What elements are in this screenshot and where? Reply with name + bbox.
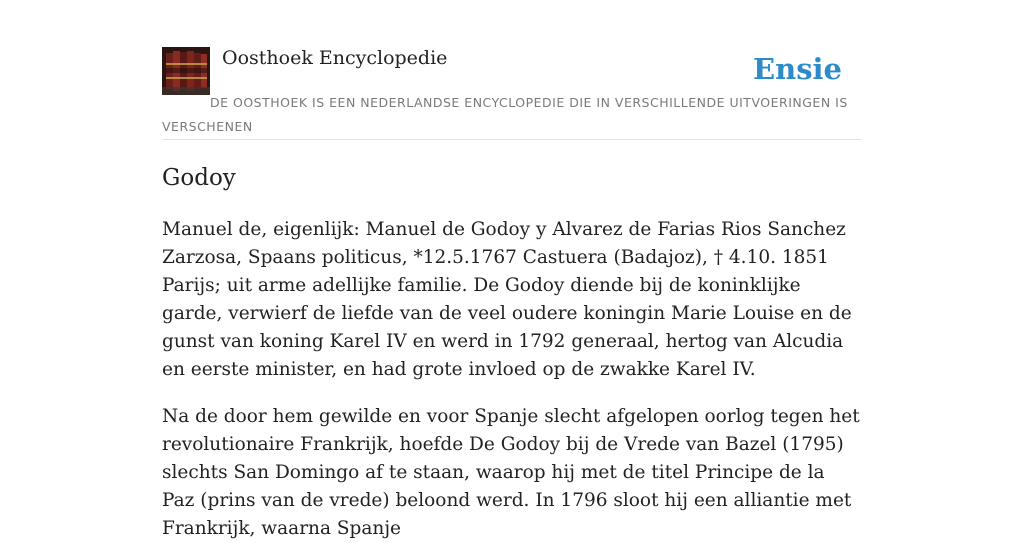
brand-logo[interactable]: Ensie [753,52,842,86]
article-paragraph: Na de door hem gewilde en voor Spanje slecht afgelopen oorlog tegen het revolutionaire Frankrijk, hoefde De Godoy bij de Vrede van Bazel (1795) slechts San Domingo af te staan, waarop hij met de titel Principe de la Paz (prins van de vrede) beloond werd. In 1796 sloot hij een alliantie met Frankrijk, waarna Spanje [162,406,860,539]
site-header [162,46,862,140]
article [162,160,872,543]
article-paragraph: Manuel de, eigenlijk: Manuel de Godoy y Alvarez de Farias Rios Sanchez Zarzosa, Spaans politicus, *12.5.1767 Castuera (Badajoz), † 4.10. 1851 Parijs; uit arme adellijke familie. De Godoy diende bij de koninklijke garde, verwierf de liefde van de veel oudere koningin Marie Louise en de gunst van koning Karel IV en werd in 1792 generaal, hertog van Alcudia en eerste minister, en had grote invloed op de zwakke Karel IV. [162,219,852,380]
site-title[interactable]: Oosthoek Encyclopedie [222,47,448,69]
site-tagline: DE OOSTHOEK IS EEN NEDERLANDSE ENCYCLOPEDIE DIE IN VERSCHILLENDE UITVOERINGEN IS VERSCHENEN [162,95,848,134]
article-title: Godoy [162,165,236,191]
encyclopedia-books-icon[interactable] [162,47,210,95]
